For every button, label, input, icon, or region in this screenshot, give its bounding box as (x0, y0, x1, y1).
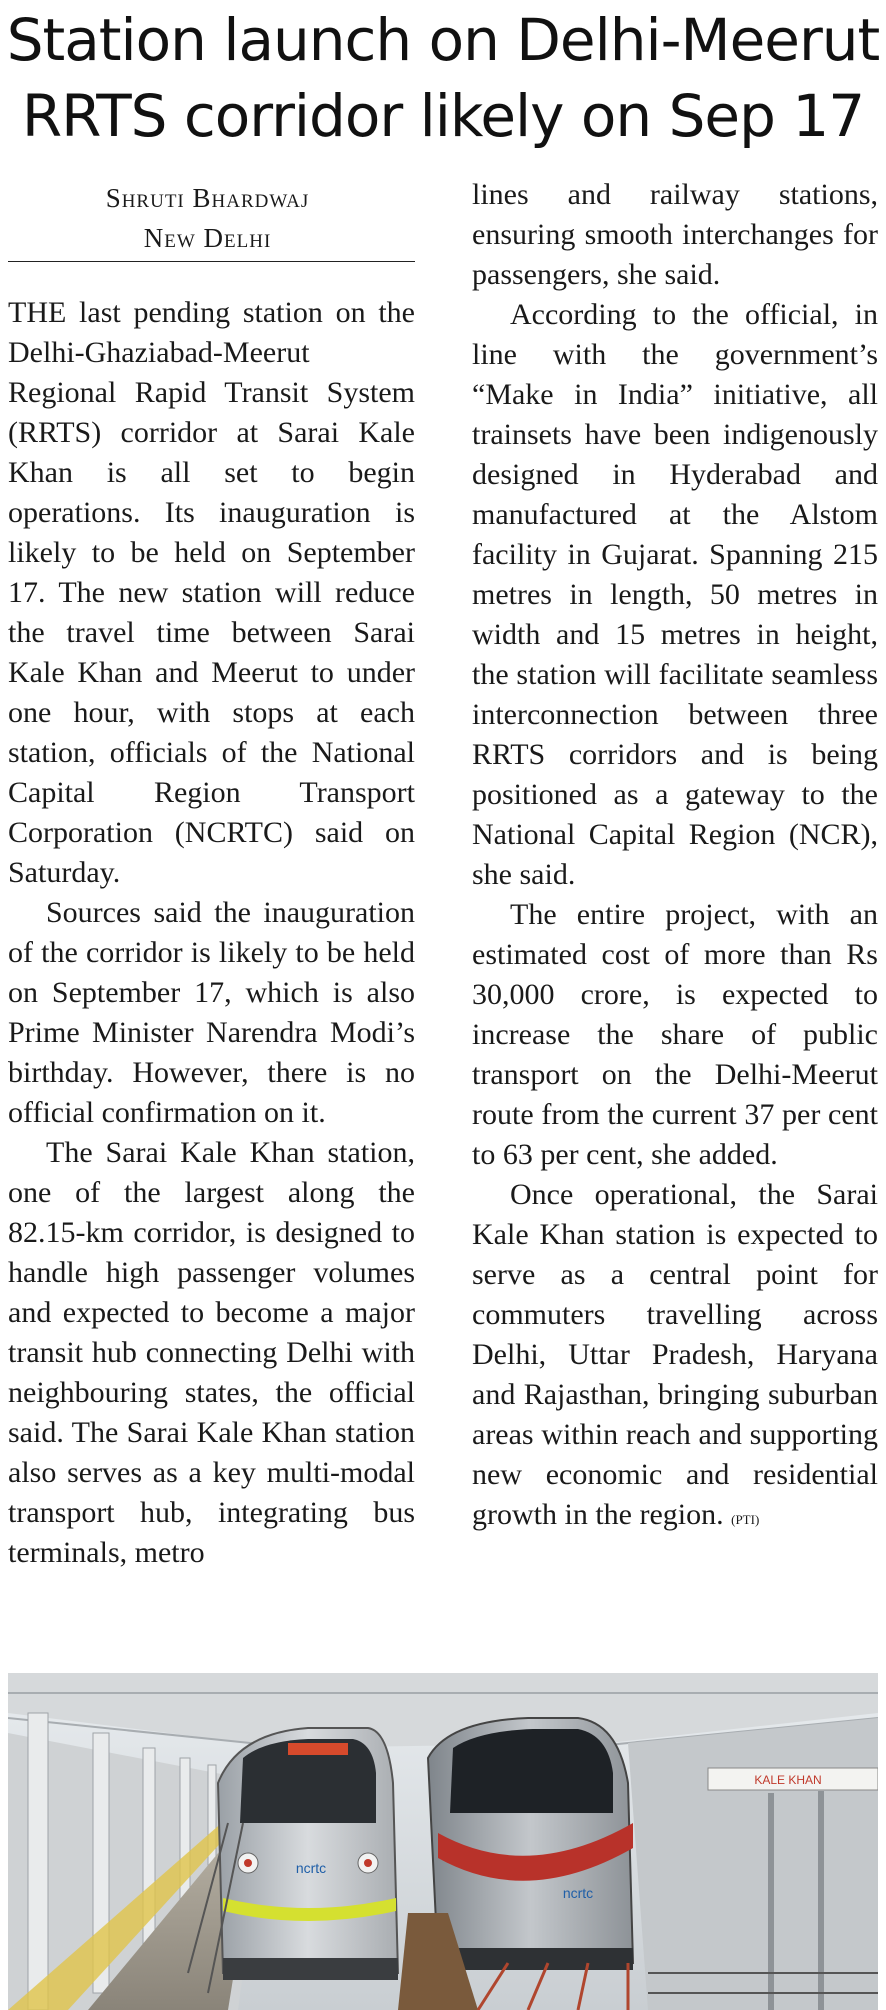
credit: (PTI) (731, 1512, 760, 1527)
paragraph: The Sarai Kale Khan station, one of the largest along the 82.15-km corridor, is designed to handle high passenger volumes and expected to become a major transit hub connecting Delhi with neighbouring states, the official said. The Sarai Kale Khan station also serves as a key multi-modal transport hub, integrating bus terminals, metro (8, 1136, 415, 1569)
column-2 (472, 175, 878, 1540)
column-1 (8, 293, 415, 1573)
byline (0, 178, 415, 258)
paragraph: THE last pending station on the Delhi-Ghaziabad-Meerut Regional Rapid Transit System (RRTS) corridor at Sarai Kale Khan is all set to begin operations. Its inauguration is likely to be held on September 17. The new station will reduce the travel time between Sarai Kale Khan and Meerut to under one hour, with stops at each station, officials of the National Capital Region Transport Corporation (NCRTC) said on Saturday. (8, 296, 415, 889)
left-train-logo: ncrtc (295, 1860, 327, 1876)
headline-line-2: RRTS corridor likely on Sep 17 (21, 82, 865, 150)
paragraph: lines and railway stations, ensuring smooth interchanges for passengers, she said. (472, 178, 878, 291)
paragraph-text: Once operational, the Sarai Kale Khan station is expected to serve as a central point for commuters travelling across Delhi, Uttar Pradesh, Haryana and Rajasthan, bringing suburban areas within reach and supporting new economic and residential growth in the region. (472, 1178, 878, 1531)
station-photo-illustration (8, 1673, 878, 2010)
headline-line-1: Station launch on Delhi-Meerut (6, 6, 880, 74)
paragraph: According to the official, in line with the government’s “Make in India” initiative, all trainsets have been indigenously designed in Hyderabad and manufactured at the Alstom facility in Gujarat. Spanning 215 metres in length, 50 metres in width and 15 metres in height, the station will facilitate seamless interconnection between three RRTS corridors and is being positioned as a gateway to the National Capital Region (NCR), she said. (472, 298, 878, 891)
headline (0, 2, 886, 154)
station-sign-text: KALE KHAN (754, 1773, 822, 1787)
byline-author: Shruti Bhardwaj (105, 183, 310, 213)
paragraph: Sources said the inauguration of the corridor is likely to be held on September 17, which is also Prime Minister Narendra Modi’s birthday. However, there is no official confirmation on it. (8, 896, 415, 1129)
paragraph: The entire project, with an estimated cost of more than Rs 30,000 crore, is expected to increase the share of public transport on the Delhi-Meerut route from the current 37 per cent to 63 per cent, she added. (472, 898, 878, 1171)
byline-divider (8, 261, 415, 262)
paragraph-final (472, 1175, 878, 1540)
right-train-logo: ncrtc (562, 1885, 594, 1901)
station-photo (8, 1673, 878, 2010)
byline-location: New Delhi (143, 223, 272, 253)
